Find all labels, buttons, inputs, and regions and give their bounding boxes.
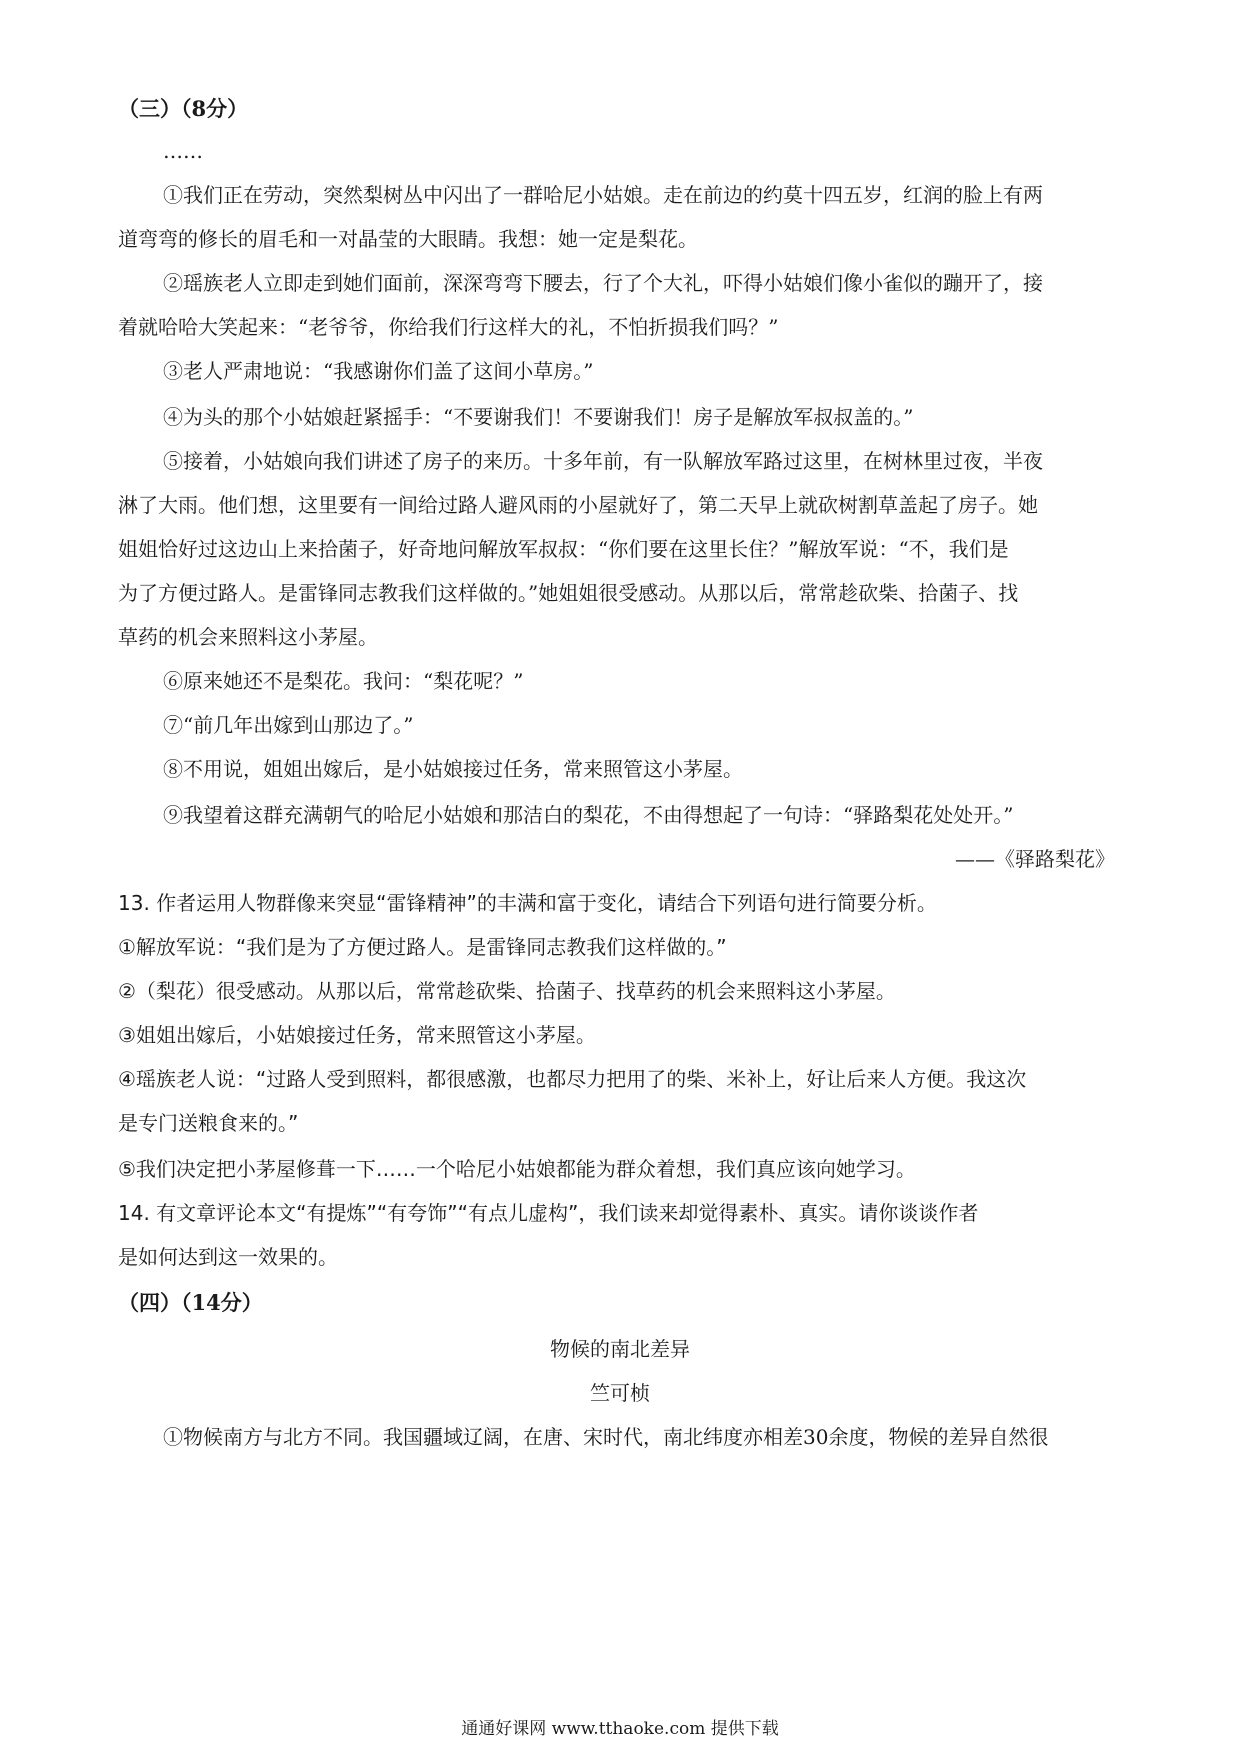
passage-line: ⑨我望着这群充满朝气的哈尼小姑娘和那洁白的梨花，不由得想起了一句诗：“驿路梨花处处开。” xyxy=(163,803,1014,827)
question-14-cont: 是如何达到这一效果的。 xyxy=(118,1245,338,1269)
article-title: 物候的南北差异 xyxy=(550,1337,690,1361)
passage-line: 淋了大雨。他们想，这里要有一间给过路人避风雨的小屋就好了，第二天早上就砍树割草盖起了房子。她 xyxy=(118,493,1038,517)
question-13-item: ④瑶族老人说：“过路人受到照料，都很感激，也都尽力把用了的柴、米补上，好让后来人方便。我这次 xyxy=(118,1067,1027,1091)
passage-line: ②瑶族老人立即走到她们面前，深深弯弯下腰去，行了个大礼，吓得小姑娘们像小雀似的蹦开了，接 xyxy=(163,271,1043,295)
question-13-item: ③姐姐出嫁后，小姑娘接过任务，常来照管这小茅屋。 xyxy=(118,1023,596,1047)
passage-line: 着就哈哈大笑起来：“老爷爷，你给我们行这样大的礼，不怕折损我们吗？” xyxy=(118,315,779,339)
passage-line: ③老人严肃地说：“我感谢你们盖了这间小草房。” xyxy=(163,359,594,383)
passage-line: 姐姐恰好过这边山上来拾菌子，好奇地问解放军叔叔：“你们要在这里长住？”解放军说：“不，我们是 xyxy=(118,537,1009,561)
question-13-item: 是专门送粮食来的。” xyxy=(118,1111,299,1135)
passage-line: 道弯弯的修长的眉毛和一对晶莹的大眼睛。我想：她一定是梨花。 xyxy=(118,227,698,251)
question-13-item: ②（梨花）很受感动。从那以后，常常趁砍柴、拾菌子、找草药的机会来照料这小茅屋。 xyxy=(118,979,896,1003)
article-line: ①物候南方与北方不同。我国疆域辽阔，在唐、宋时代，南北纬度亦相差30余度，物候的差异自然很 xyxy=(163,1425,1049,1449)
section-3-heading: （三）（8分） xyxy=(118,96,249,121)
passage-line: ④为头的那个小姑娘赶紧摇手：“不要谢我们！不要谢我们！房子是解放军叔叔盖的。” xyxy=(163,405,914,429)
passage-line: ⑥原来她还不是梨花。我问：“梨花呢？” xyxy=(163,669,524,693)
section-4-heading: （四）（14分） xyxy=(118,1290,263,1315)
question-13: 13. 作者运用人物群像来突显“雷锋精神”的丰满和富于变化，请结合下列语句进行简要分析。 xyxy=(118,891,937,915)
passage-line: ⑤接着，小姑娘向我们讲述了房子的来历。十多年前，有一队解放军路过这里，在树林里过夜，半夜 xyxy=(163,449,1043,473)
passage-line: ⑦“前几年出嫁到山那边了。” xyxy=(163,713,414,737)
question-13-item: ①解放军说：“我们是为了方便过路人。是雷锋同志教我们这样做的。” xyxy=(118,935,727,959)
question-13-item: ⑤我们决定把小茅屋修葺一下……一个哈尼小姑娘都能为群众着想，我们真应该向她学习。 xyxy=(118,1157,916,1181)
passage-line: 为了方便过路人。是雷锋同志教我们这样做的。”她姐姐很受感动。从那以后，常常趁砍柴、拾菌子、找 xyxy=(118,581,1019,605)
passage-source: ——《驿路梨花》 xyxy=(955,847,1115,871)
passage-ellipsis: …… xyxy=(163,139,203,163)
page-footer: 通通好课网 www.tthaoke.com 提供下载 xyxy=(461,1719,779,1739)
question-14: 14. 有文章评论本文“有提炼”“有夸饰”“有点儿虚构”，我们读来却觉得素朴、真实。请你谈谈作者 xyxy=(118,1201,979,1225)
article-author: 竺可桢 xyxy=(590,1381,650,1405)
passage-line: 草药的机会来照料这小茅屋。 xyxy=(118,625,378,649)
passage-line: ①我们正在劳动，突然梨树丛中闪出了一群哈尼小姑娘。走在前边的约莫十四五岁，红润的脸上有两 xyxy=(163,183,1043,207)
passage-line: ⑧不用说，姐姐出嫁后，是小姑娘接过任务，常来照管这小茅屋。 xyxy=(163,757,743,781)
